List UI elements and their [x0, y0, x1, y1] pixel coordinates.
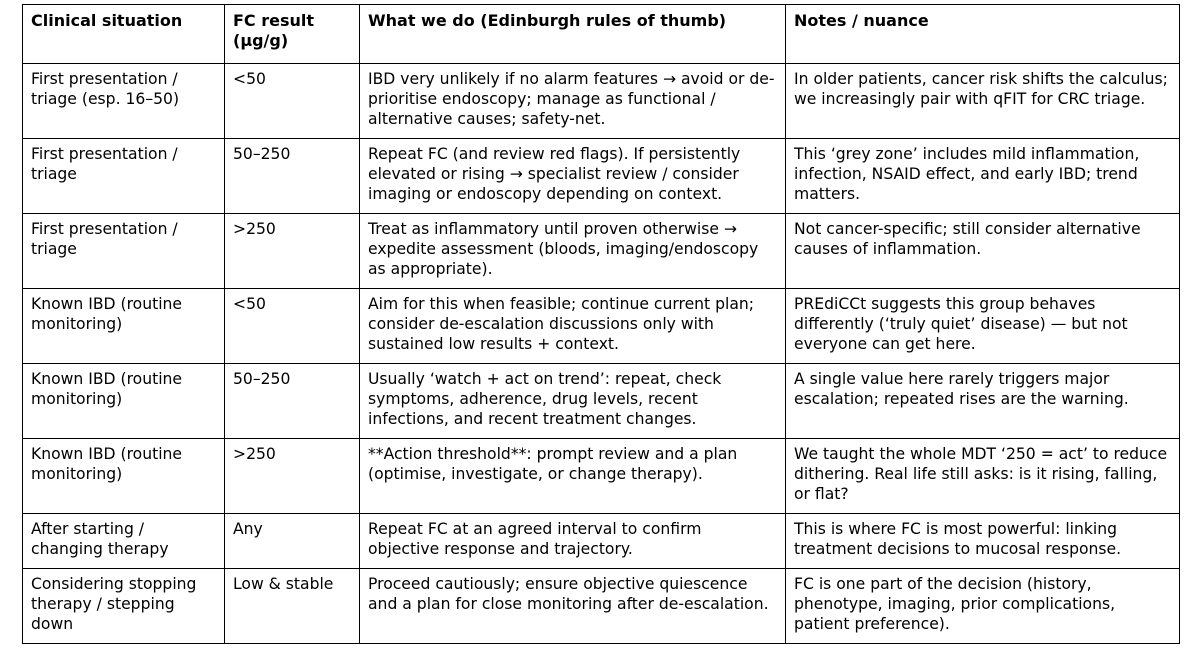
fc-guidance-table — [22, 4, 1180, 644]
cell-situation: First presentation / triage — [23, 214, 225, 289]
cell-notes: This ‘grey zone’ includes mild inflammation, infection, NSAID effect, and early IBD; trend matters. — [786, 139, 1180, 214]
table-row — [23, 514, 1180, 569]
cell-notes: We taught the whole MDT ‘250 = act’ to reduce dithering. Real life still asks: is it rising, falling, or flat? — [786, 439, 1180, 514]
cell-situation: Known IBD (routine monitoring) — [23, 364, 225, 439]
table-row — [23, 139, 1180, 214]
cell-situation: Known IBD (routine monitoring) — [23, 289, 225, 364]
cell-situation: Known IBD (routine monitoring) — [23, 439, 225, 514]
cell-action: Proceed cautiously; ensure objective quiescence and a plan for close monitoring after de-escalation. — [360, 569, 786, 644]
cell-fc-result: Any — [225, 514, 360, 569]
cell-action: Treat as inflammatory until proven otherwise → expedite assessment (bloods, imaging/endoscopy as appropriate). — [360, 214, 786, 289]
table-row — [23, 569, 1180, 644]
cell-situation: After starting / changing therapy — [23, 514, 225, 569]
table-row — [23, 439, 1180, 514]
cell-fc-result: >250 — [225, 439, 360, 514]
header-fc-result: FC result (µg/g) — [225, 5, 360, 64]
table-row — [23, 364, 1180, 439]
cell-fc-result: <50 — [225, 289, 360, 364]
cell-notes: This is where FC is most powerful: linking treatment decisions to mucosal response. — [786, 514, 1180, 569]
cell-action: Aim for this when feasible; continue current plan; consider de-escalation discussions only with sustained low results + context. — [360, 289, 786, 364]
cell-fc-result: 50–250 — [225, 139, 360, 214]
cell-fc-result: >250 — [225, 214, 360, 289]
cell-notes: Not cancer-specific; still consider alternative causes of inflammation. — [786, 214, 1180, 289]
header-notes: Notes / nuance — [786, 5, 1180, 64]
cell-fc-result: Low & stable — [225, 569, 360, 644]
cell-action: Repeat FC at an agreed interval to confirm objective response and trajectory. — [360, 514, 786, 569]
header-row — [23, 5, 1180, 64]
cell-situation: First presentation / triage (esp. 16–50) — [23, 64, 225, 139]
cell-notes: In older patients, cancer risk shifts the calculus; we increasingly pair with qFIT for CRC triage. — [786, 64, 1180, 139]
cell-notes: FC is one part of the decision (history, phenotype, imaging, prior complications, patient preference). — [786, 569, 1180, 644]
table-header — [23, 5, 1180, 64]
cell-action: Repeat FC (and review red flags). If persistently elevated or rising → specialist review / consider imaging or endoscopy depending on context. — [360, 139, 786, 214]
table-row — [23, 214, 1180, 289]
table-body — [23, 64, 1180, 644]
table-row — [23, 289, 1180, 364]
header-what-we-do: What we do (Edinburgh rules of thumb) — [360, 5, 786, 64]
header-clinical-situation: Clinical situation — [23, 5, 225, 64]
cell-situation: Considering stopping therapy / stepping down — [23, 569, 225, 644]
cell-notes: A single value here rarely triggers major escalation; repeated rises are the warning. — [786, 364, 1180, 439]
cell-action: **Action threshold**: prompt review and a plan (optimise, investigate, or change therapy). — [360, 439, 786, 514]
table-row — [23, 64, 1180, 139]
cell-action: Usually ‘watch + act on trend’: repeat, check symptoms, adherence, drug levels, recent infections, and recent treatment changes. — [360, 364, 786, 439]
cell-situation: First presentation / triage — [23, 139, 225, 214]
cell-action: IBD very unlikely if no alarm features → avoid or de-prioritise endoscopy; manage as functional / alternative causes; safety-net. — [360, 64, 786, 139]
cell-notes: PREdiCCt suggests this group behaves differently (‘truly quiet’ disease) — but not everyone can get here. — [786, 289, 1180, 364]
cell-fc-result: <50 — [225, 64, 360, 139]
cell-fc-result: 50–250 — [225, 364, 360, 439]
